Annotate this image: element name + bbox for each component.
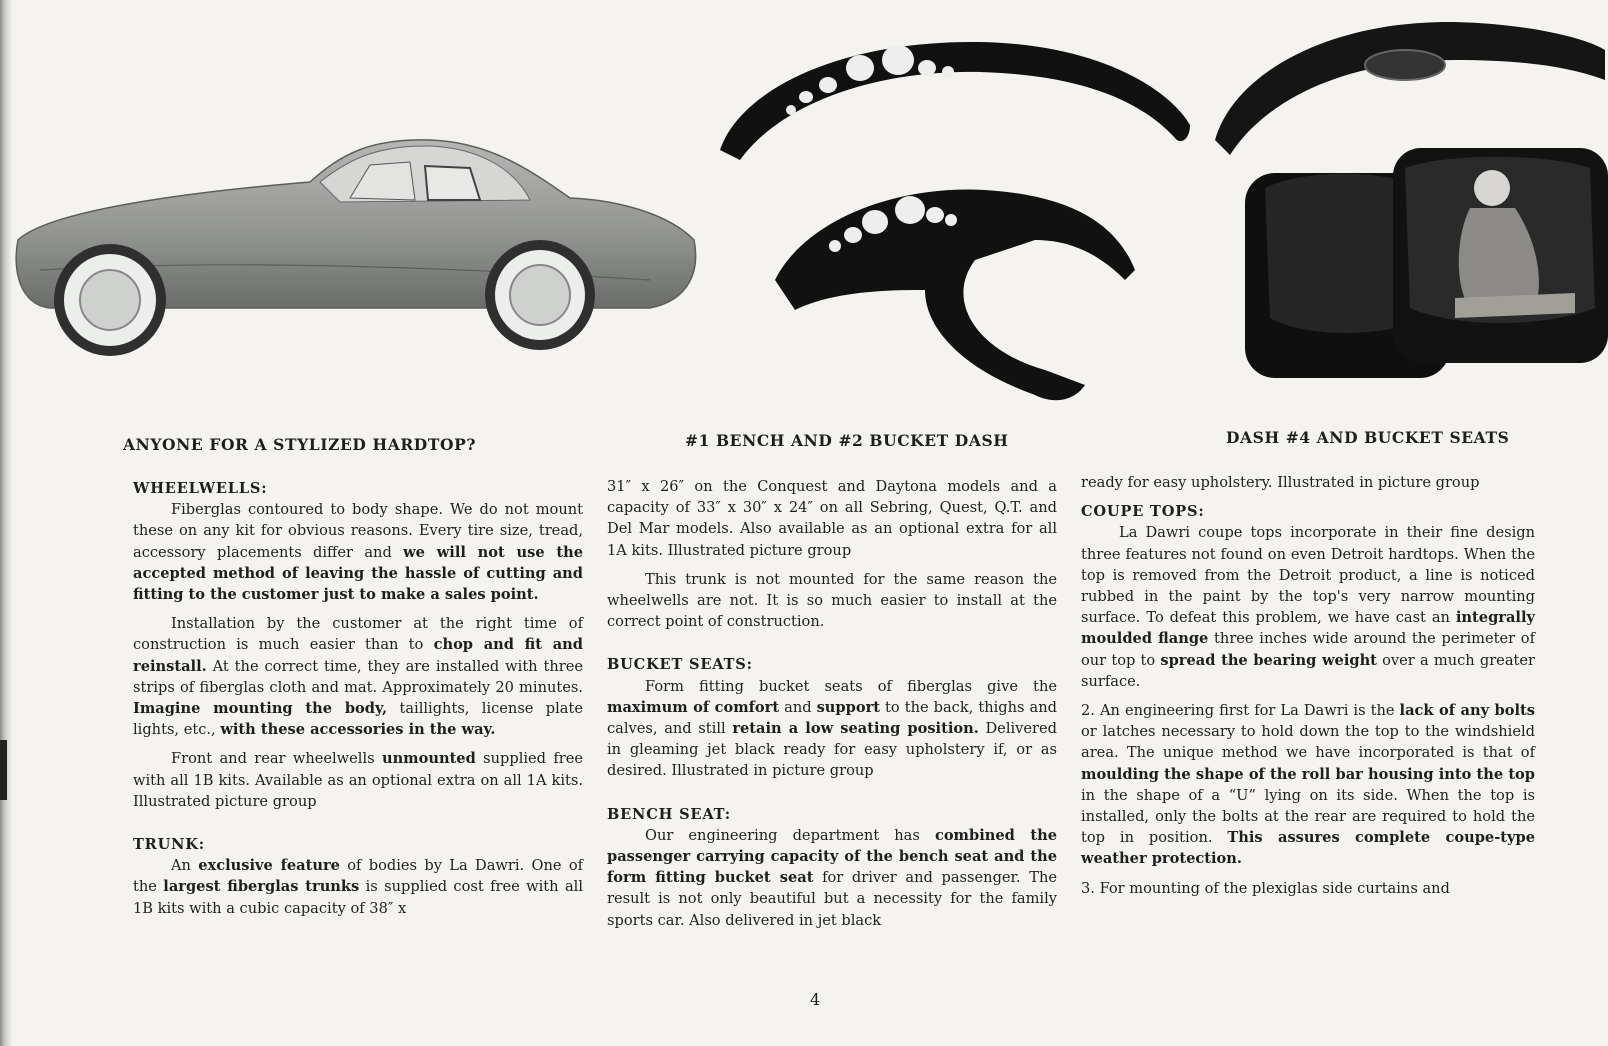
page-number: 4 (810, 990, 821, 1009)
coupe-tops-paragraph: La Dawri coupe tops incorporate in their fine design three features not found on even Detroit hardtops. When the top is removed from the Detroit product, a line is noticed rubbed in the paint by the top's very narrow mounting surface. To defeat this problem, we have cast an integrally moulded flange three inches wide around the perimeter of our top to spread the bearing weight over a much greater surface. (1081, 524, 1535, 690)
dash-4-photo (1215, 10, 1605, 160)
trunk-heading: TRUNK: (133, 836, 205, 854)
caption-seats: DASH #4 AND BUCKET SEATS (1226, 428, 1510, 447)
hardtop-car-photo (10, 130, 710, 370)
caption-hardtop: ANYONE FOR A STYLIZED HARDTOP? (123, 435, 477, 454)
trunk-continued: 31″ x 26″ on the Conquest and Daytona models and a capacity of 33″ x 30″ x 24″ on all Sebring, Quest, Q.T. and Del Mar models. Also available as an optional extra for all 1A kits. Illustrated picture group (607, 478, 1057, 559)
caption-dash: #1 BENCH AND #2 BUCKET DASH (685, 431, 1009, 450)
bench-dash-photo (720, 30, 1200, 165)
bench-seat-heading: BENCH SEAT: (607, 805, 731, 823)
coupe-item-2: 2. An engineering first for La Dawri is the lack of any bolts or latches necessary to hold down the top to the windshield area. The unique method we have incorporated is that of moulding the shape of the roll bar housing into the top in the shape of a “U” lying on its side. When the top is installed, only the bolts at the rear are required to hold the top in position. This assures complete coupe-type weather protection. (1081, 702, 1535, 868)
wheelwells-paragraph-3: Front and rear wheelwells unmounted supplied free with all 1B kits. Available as an optional extra on all 1A kits. Illustrated picture group (133, 750, 583, 810)
trunk-paragraph-1: An exclusive feature of bodies by La Dawri. One of the largest fiberglas trunks is supplied cost free with all 1B kits with a cubic capacity of 38″ x (133, 857, 584, 917)
text-column-2 (607, 476, 1057, 931)
wheelwells-paragraph-2: Installation by the customer at the right time of construction is much easier than to chop and fit and reinstall. At the correct time, they are installed with three strips of fiberglas cloth and mat. Approximately 20 minutes. Imagine mounting the body, taillights, license plate lights, etc., with these accessories in the way. (133, 615, 583, 739)
coupe-item-3: 3. For mounting of the plexiglas side curtains and (1081, 879, 1450, 897)
bench-seat-paragraph: Our engineering department has combined the passenger carrying capacity of the bench seat and the form fitting bucket seat for driver and passenger. The result is not only beautiful but a necessity for the family sports car. Also delivered in jet black (607, 826, 1057, 929)
bucket-seats-photo (1245, 148, 1608, 378)
binding-mark (0, 740, 7, 800)
bench-continued: ready for easy upholstery. Illustrated in picture group (1081, 474, 1480, 491)
wheelwells-heading: WHEELWELLS: (133, 480, 268, 497)
bucket-dash-photo (775, 180, 1155, 410)
bucket-seats-heading: BUCKET SEATS: (607, 656, 753, 674)
wheelwells-paragraph-1: Fiberglas contoured to body shape. We do not mount these on any kit for obvious reasons. Every tire size, tread, accessory placements differ and we will not use the accepted method of leaving the hassle of cutting and fitting to the customer just to make a sales point. (133, 501, 584, 604)
text-column-3 (1081, 472, 1535, 899)
coupe-tops-heading: COUPE TOPS: (1081, 503, 1205, 521)
bucket-seats-paragraph: Form fitting bucket seats of fiberglas give the maximum of comfort and support to the back, thighs and calves, and still retain a low seating position. Delivered in gleaming jet black ready for easy upholstery if, or as desired. Illustrated in picture group (607, 677, 1057, 780)
text-column-1 (133, 478, 583, 919)
trunk-paragraph-2: This trunk is not mounted for the same reason the wheelwells are not. It is so much easier to install at the correct point of construction. (607, 570, 1057, 631)
